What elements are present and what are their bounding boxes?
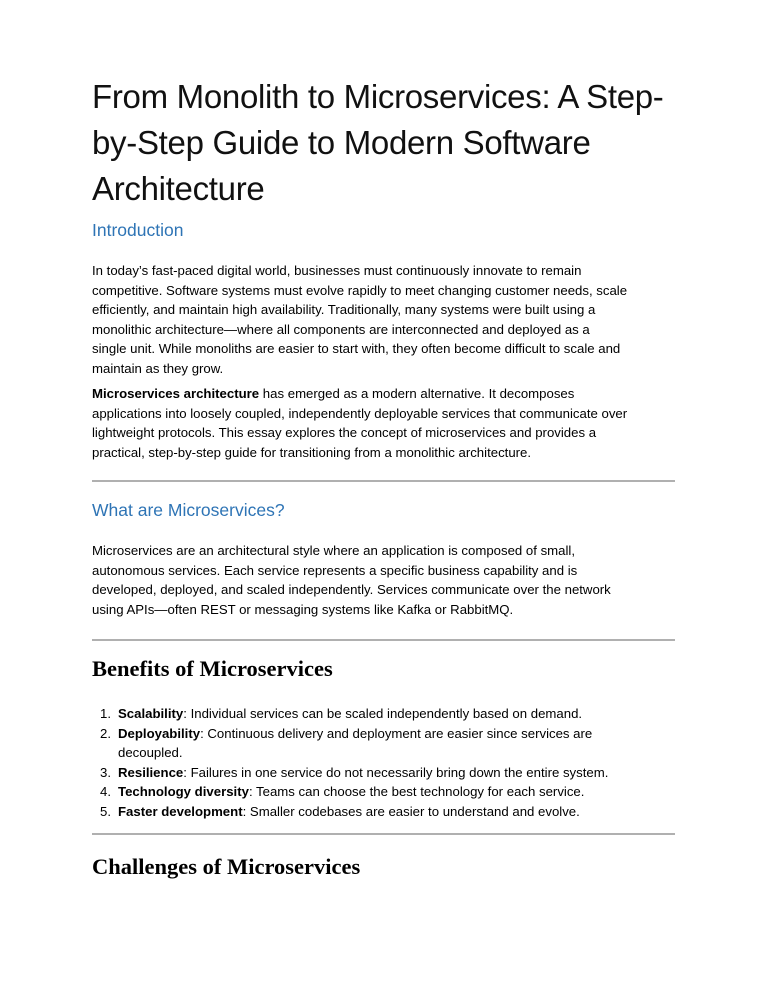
list-text: : Continuous delivery and deployment are easier since services are xyxy=(200,725,593,741)
list-number: 1. xyxy=(100,706,111,721)
text-line: efficiently, and maintain high availability. Traditionally, many systems were built using a xyxy=(92,302,596,318)
divider xyxy=(92,480,675,482)
list-term: Deployability xyxy=(118,725,201,741)
text-line: maintain as they grow. xyxy=(92,360,224,376)
list-item xyxy=(92,782,608,802)
list-term: Scalability xyxy=(118,706,184,721)
text-line: competitive. Software systems must evolve rapidly to meet changing customer needs, scale xyxy=(92,282,628,298)
title-line: Architecture xyxy=(92,170,265,207)
benefits-list xyxy=(92,704,608,822)
list-term: Technology diversity xyxy=(118,784,249,800)
text-line xyxy=(92,384,627,404)
list-item xyxy=(92,704,608,724)
text-line: In today’s fast-paced digital world, businesses must continuously innovate to remain xyxy=(92,263,582,278)
list-text: : Failures in one service do not necessarily bring down the entire system. xyxy=(183,764,609,780)
text-line: monolithic architecture—where all components are interconnected and deployed as a xyxy=(92,321,590,337)
list-item xyxy=(92,763,608,783)
what-paragraph xyxy=(92,541,611,619)
list-number: 4. xyxy=(100,784,111,800)
list-number: 5. xyxy=(100,803,111,819)
document-title xyxy=(92,74,664,212)
list-text: : Teams can choose the best technology for each service. xyxy=(248,784,585,800)
challenges-heading: Challenges of Microservices xyxy=(92,854,361,879)
title-line: From Monolith to Microservices: A Step- xyxy=(92,78,664,115)
divider xyxy=(92,833,675,835)
text-span: has emerged as a modern alternative. It decomposes xyxy=(259,386,575,401)
list-item xyxy=(92,724,608,763)
text-line: developed, deployed, and scaled independently. Services communicate over the network xyxy=(92,582,611,598)
list-number: 3. xyxy=(100,764,111,780)
list-text: : Individual services can be scaled independently based on demand. xyxy=(183,706,583,721)
divider xyxy=(92,639,675,641)
list-text: decoupled. xyxy=(118,745,183,761)
list-item xyxy=(92,802,608,822)
text-line: Microservices are an architectural style where an application is composed of small, xyxy=(92,543,576,558)
text-line: autonomous services. Each service represents a specific business capability and is xyxy=(92,562,578,578)
title-line: by-Step Guide to Modern Software xyxy=(92,124,591,161)
bold-term: Microservices architecture xyxy=(92,386,260,401)
intro-paragraph-2 xyxy=(92,384,627,462)
list-term: Faster development xyxy=(118,803,243,819)
text-line: lightweight protocols. This essay explores the concept of microservices and provides a xyxy=(92,425,597,441)
list-text: : Smaller codebases are easier to understand and evolve. xyxy=(242,803,580,819)
what-are-microservices-heading: What are Microservices? xyxy=(92,500,285,520)
list-term: Resilience xyxy=(118,764,184,780)
text-line: practical, step-by-step guide for transitioning from a monolithic architecture. xyxy=(92,444,532,460)
list-number: 2. xyxy=(100,725,111,741)
text-line: single unit. While monoliths are easier to start with, they often become difficult to scale and xyxy=(92,341,621,357)
text-line: using APIs—often REST or messaging systems like Kafka or RabbitMQ. xyxy=(92,601,514,617)
text-line: applications into loosely coupled, independently deployable services that communicate over xyxy=(92,405,628,421)
benefits-heading: Benefits of Microservices xyxy=(92,656,333,681)
intro-paragraph-1 xyxy=(92,261,627,379)
introduction-heading: Introduction xyxy=(92,220,184,240)
